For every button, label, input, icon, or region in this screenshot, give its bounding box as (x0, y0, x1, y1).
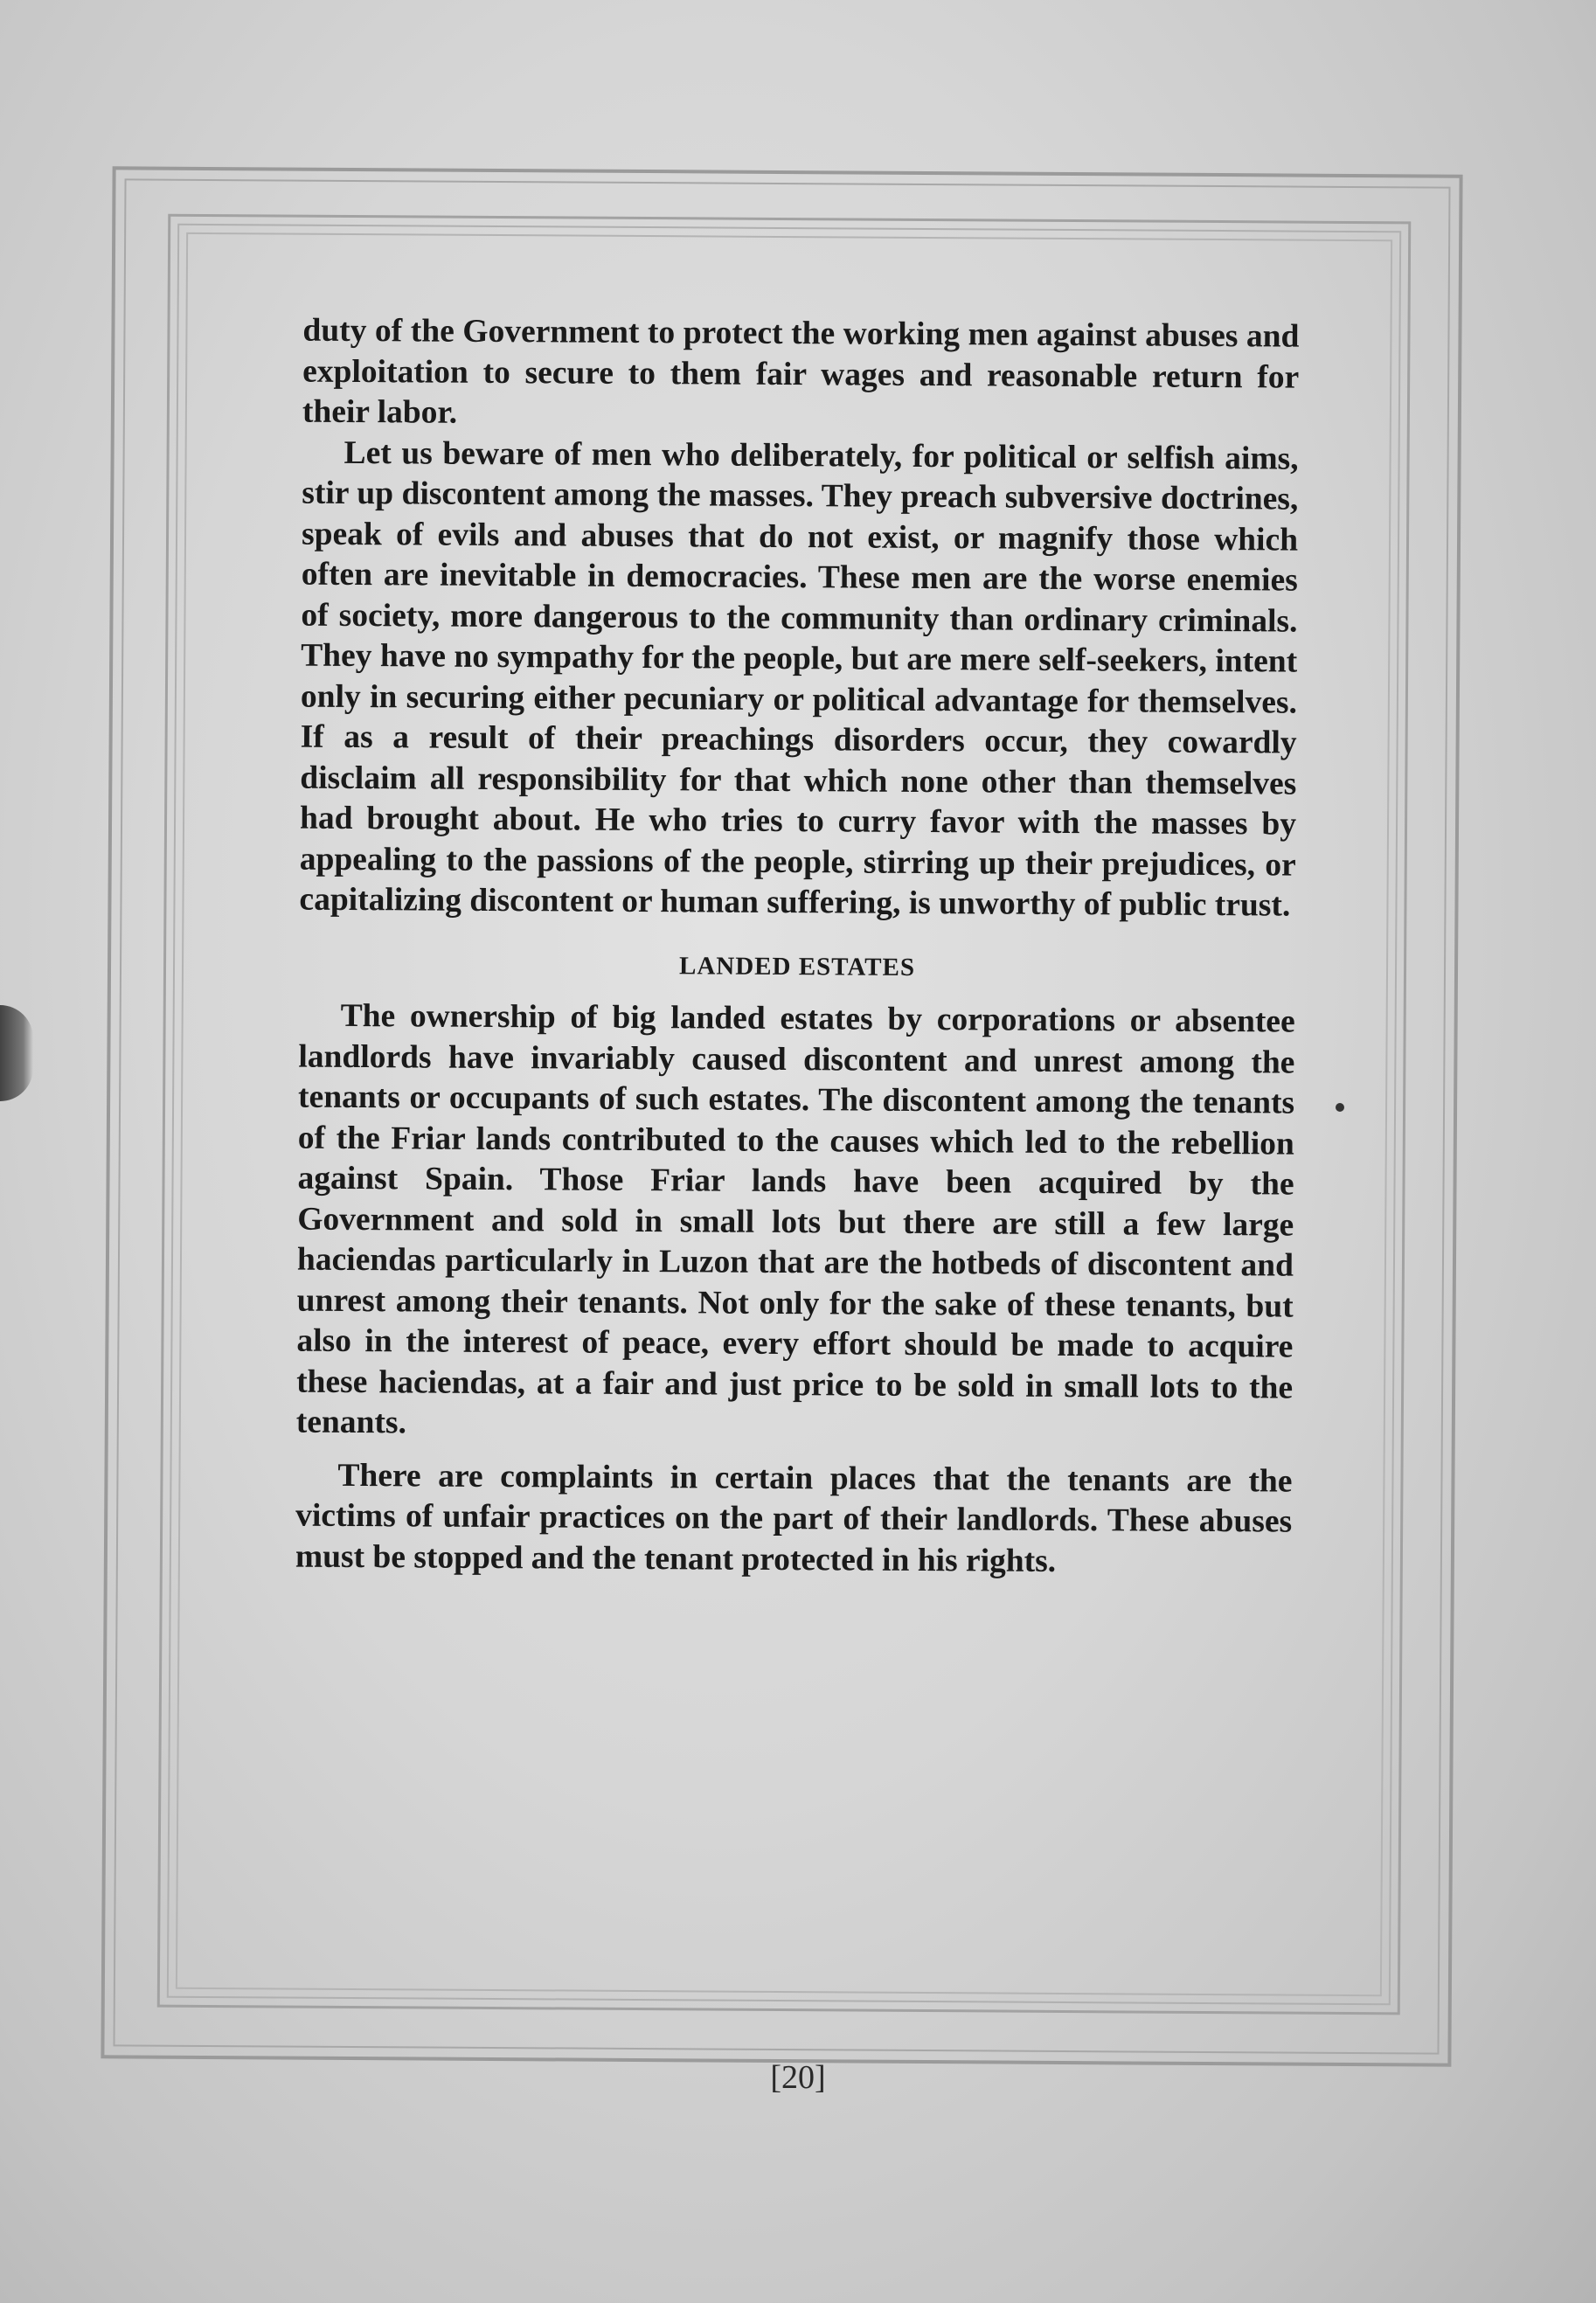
paragraph-tenant-complaints: There are complaints in certain places that the tenants are the victims of unfair practices on the part of their landlords. These abuses must be stopped and the tenant protected in his rights. (295, 1457, 1293, 1579)
page-border-frame (101, 166, 1462, 2066)
body-text (295, 311, 1300, 1584)
paragraph-landed-estates: The ownership of big landed estates by corporations or absentee landlords have invariably caused discontent and unrest among the tenants or occupants of such estates. The discontent among the tenants of the Friar lands contributed to the causes which led to the rebellion against Spain. Those Friar lands have been acquired by the Government and sold in small lots but there are still a few large haciendas particularly in Luzon that are the hotbeds of discontent and unrest among their tenants. Not only for the sake of these tenants, but also in the interest of peace, every effort should be made to acquire these haciendas, at a fair and just price to be sold in small lots to the tenants. (295, 997, 1295, 1441)
section-heading-landed-estates: LANDED ESTATES (678, 951, 916, 982)
paragraph-labor-duty: duty of the Government to protect the working men against abuses and exploitation to secure to them fair wages and reasonable return for their labor. (302, 312, 1300, 431)
paragraph-beware-agitators: Let us beware of men who deliberately, for political or selfish aims, stir up discontent among the masses. They preach subversive doctrines, speak of evils and abuses that do not exist, or magnify those which often are inevitable in democracies. These men are the worse enemies of society, more dangerous to the community than ordinary criminals. They have no sympathy for the people, but are mere self-seekers, intent only in securing either pecuniary or political advantage for themselves. If as a result of their preachings disorders occur, they cowardly disclaim all responsibility for that which none other than themselves had brought about. He who tries to curry favor with the masses by appealing to the passions of the people, stirring up their prejudices, or capitalizing discontent or human suffering, is unworthy of public trust. (299, 434, 1299, 924)
page-number: [20] (770, 2059, 826, 2096)
page-edge-shadow (0, 1005, 33, 1101)
